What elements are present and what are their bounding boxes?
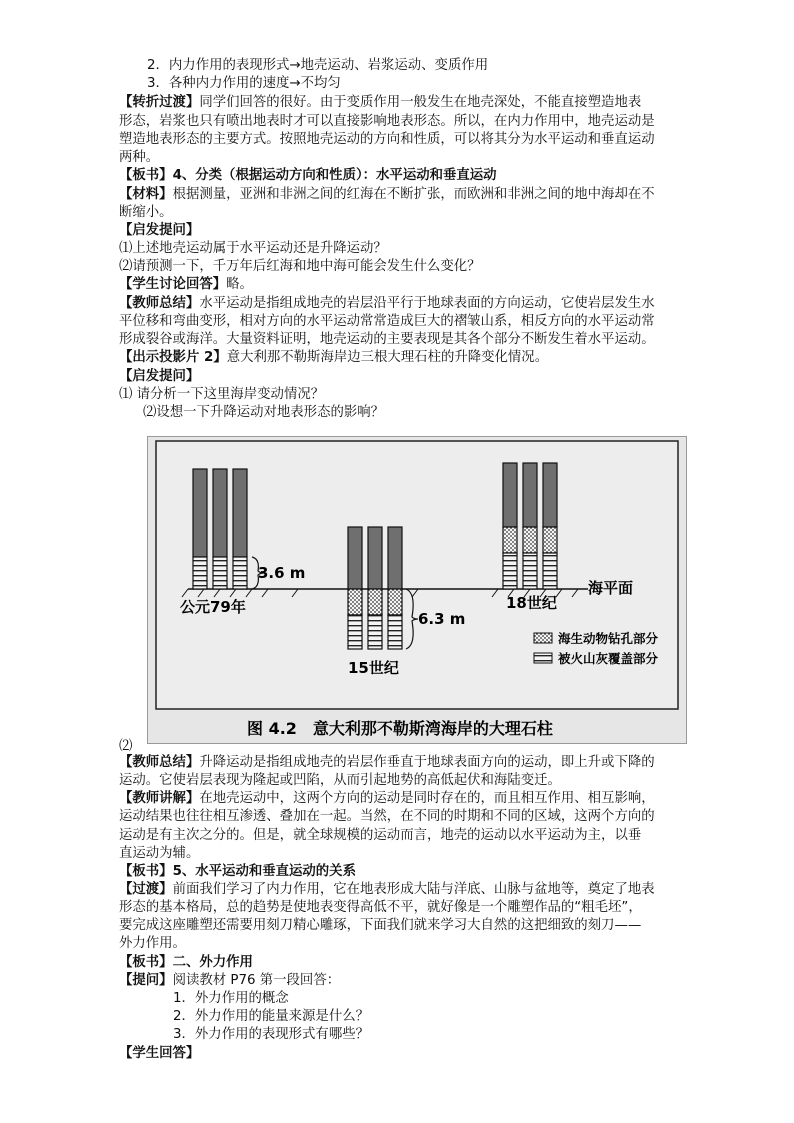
- heading-line: 【学生回答】: [119, 1046, 200, 1061]
- text-line: 【提问】阅读教材 P76 第一段回答：: [119, 973, 341, 988]
- text-line: 2．外力作用的能量来源是什么？: [173, 1009, 369, 1024]
- figure-illustration: [148, 437, 686, 743]
- text-line: 要完成这座雕塑还需要用刻刀精心雕琢，下面我们就来学习大自然的这把细致的刻刀——: [119, 918, 642, 933]
- period-label-15c: 15世纪: [348, 659, 399, 677]
- legend-label-boring: 海生动物钻孔部分: [558, 631, 659, 646]
- measure-label-2: 6.3 m: [418, 610, 466, 628]
- text-line: 【过渡】前面我们学习了内力作用，它在地表形成大陆与洋底、山脉与盆地等，奠定了地表: [119, 882, 655, 897]
- text-line: 运动。它使岩层表现为隆起或凹陷，从而引起地势的高低起伏和海陆变迁。: [119, 773, 561, 788]
- text-line: 断缩小。: [119, 205, 173, 220]
- text-line: 【材料】根据测量，亚洲和非洲之间的红海在不断扩张，而欧洲和非洲之间的地中海却在不: [119, 187, 655, 202]
- heading-line: 【板书】二、外力作用: [119, 955, 253, 970]
- sea-level-label: 海平面: [588, 579, 634, 597]
- text-line: 1．外力作用的概念: [173, 991, 289, 1006]
- marble-columns-figure: [147, 436, 687, 744]
- columns-15c: [348, 527, 402, 649]
- text-line: 塑造地表形态的主要方式。按照地壳运动的方向和性质，可以将其分为水平运动和垂直运动: [119, 132, 655, 147]
- text-line: 平位移和弯曲变形，相对方向的水平运动常常造成巨大的褶皱山系，相反方向的水平运动常: [119, 314, 655, 329]
- measure-label-1: 3.6 m: [258, 564, 306, 582]
- figure-caption: 图 4.2 意大利那不勒斯湾海岸的大理石柱: [247, 719, 553, 738]
- columns-79ad: [193, 469, 247, 589]
- text-line: 3．各种内力作用的速度→不均匀: [147, 76, 341, 91]
- text-line: 两种。: [119, 150, 160, 165]
- text-line: 2．内力作用的表现形式→地壳运动、岩浆运动、变质作用: [147, 58, 489, 73]
- heading-line: 【启发提问】: [119, 223, 200, 238]
- legend-swatch-ash: [534, 653, 552, 663]
- period-label-79ad: 公元79年: [180, 598, 246, 616]
- text-line: 【转折过渡】同学们回答的很好。由于变质作用一般发生在地壳深处，不能直接塑造地表: [119, 95, 642, 110]
- text-line: 【教师总结】水平运动是指组成地壳的岩层沿平行于地球表面的方向运动，它使岩层发生水: [119, 296, 655, 311]
- text-line: 运动是有主次之分的。但是，就全球规模的运动而言，地壳的运动以水平运动为主，以垂: [119, 828, 642, 843]
- text-line: 【学生讨论回答】略。: [119, 277, 253, 292]
- text-line: 形成裂谷或海洋。大量资料证明，地壳运动的主要表现是其各个部分不断发生着水平运动。: [119, 332, 655, 347]
- legend-label-ash: 被火山灰覆盖部分: [558, 651, 659, 666]
- text-line: 外力作用。: [119, 936, 186, 951]
- text-line: 【教师讲解】在地壳运动中，这两个方向的运动是同时存在的，而且相互作用、相互影响，: [119, 791, 655, 806]
- text-line: 运动结果也往往相互渗透、叠加在一起。当然，在不同的时期和不同的区域，这两个方向的: [119, 809, 655, 824]
- legend-swatch-boring: [534, 633, 552, 643]
- text-line: 【出示投影片 2】意大利那不勒斯海岸边三根大理石柱的升降变化情况。: [119, 350, 549, 365]
- text-line: ⑵设想一下升降运动对地表形态的影响？: [143, 405, 385, 420]
- text-line: ⑵请预测一下，千万年后红海和地中海可能会发生什么变化？: [119, 259, 481, 274]
- text-line: ⑴上述地壳运动属于水平运动还是升降运动？: [119, 241, 387, 256]
- columns-18c: [503, 463, 557, 589]
- text-line: 【教师总结】升降运动是指组成地壳的岩层作垂直于地球表面方向的运动，即上升或下降的: [119, 755, 655, 770]
- heading-line: 【板书】5、水平运动和垂直运动的关系: [119, 864, 356, 879]
- text-line: 3．外力作用的表现形式有哪些？: [173, 1027, 369, 1042]
- period-label-18c: 18世纪: [506, 594, 557, 612]
- text-line: ⑵: [119, 739, 133, 754]
- text-line: 形态，岩浆也只有喷出地表时才可以直接影响地表形态。所以，在内力作用中，地壳运动是: [119, 114, 655, 129]
- text-line: 直运动为辅。: [119, 846, 200, 861]
- heading-line: 【启发提问】: [119, 369, 200, 384]
- text-line: 形态的基本格局，总的趋势是使地表变得高低不平，就好像是一个雕塑作品的“粗毛坯”，: [119, 900, 642, 915]
- text-line: ⑴ 请分析一下这里海岸变动情况？: [119, 387, 325, 402]
- heading-line: 【板书】4、分类（根据运动方向和性质）：水平运动和垂直运动: [119, 168, 497, 183]
